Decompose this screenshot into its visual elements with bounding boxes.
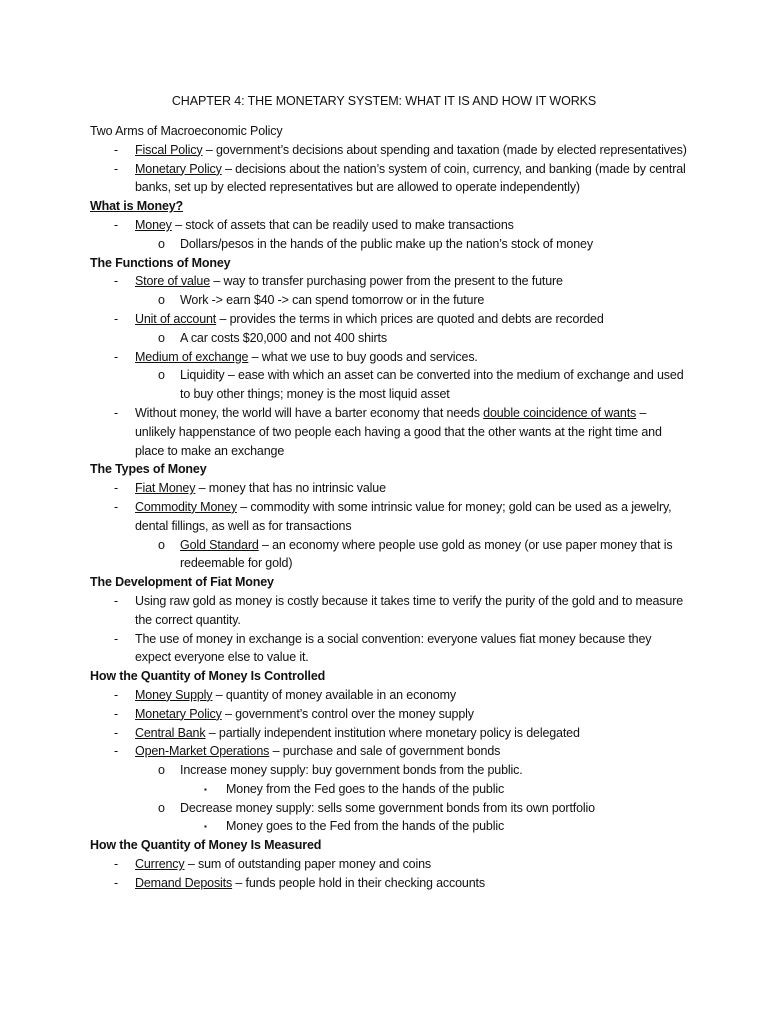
defined-term: Open-Market Operations (135, 744, 270, 759)
list-item (90, 705, 690, 724)
list-item (90, 310, 690, 329)
item-definition: – decisions about the nation’s system of coin, currency, and banking (made by central banks, set up by elected representatives but are allowed to operate independently) (135, 161, 686, 195)
item-definition: – an economy where people use gold as money (or use paper money that is redeemable for gold) (180, 537, 673, 571)
section-heading: How the Quantity of Money Is Controlled (90, 669, 326, 684)
dash-bullet: - (114, 274, 119, 289)
item-text: Liquidity – ease with which an asset can be converted into the medium of exchange and used to buy other things; money is the most liquid asset (180, 368, 684, 402)
dash-bullet: - (114, 161, 119, 176)
defined-term: Unit of account (135, 311, 217, 326)
dash-bullet: - (114, 311, 119, 326)
item-definition: – partially independent institution where monetary policy is delegated (205, 725, 580, 740)
defined-term: Central Bank (135, 725, 206, 740)
circle-bullet: o (158, 293, 165, 308)
item-definition: – unlikely happenstance of two people each having a good that the other wants at the right time and place to make an exchange (135, 405, 662, 458)
item-text: Dollars/pesos in the hands of the public make up the nation’s stock of money (180, 236, 593, 251)
section-heading: The Types of Money (90, 462, 207, 477)
item-text: Using raw gold as money is costly because it takes time to verify the purity of the gold and to measure the correct quantity. (135, 593, 684, 627)
item-text: Money goes to the Fed from the hands of the public (226, 819, 505, 834)
section-heading: The Functions of Money (90, 255, 231, 270)
list-item (90, 141, 690, 160)
defined-term: Fiat Money (135, 481, 196, 496)
circle-bullet: o (158, 537, 165, 552)
defined-term: Money (135, 217, 172, 232)
list-item (90, 686, 690, 705)
notes-body (90, 122, 690, 893)
section-heading: Two Arms of Macroeconomic Policy (90, 124, 283, 138)
item-definition: – government’s decisions about spending and taxation (made by elected representatives) (202, 142, 687, 157)
list-item (90, 291, 690, 310)
circle-bullet: o (158, 368, 165, 383)
dash-bullet: - (114, 142, 119, 157)
item-definition: – commodity with some intrinsic value for money; gold can be used as a jewelry, dental fillings, as well as for transactions (135, 499, 672, 533)
item-definition: – government’s control over the money supply (221, 706, 474, 721)
list-item (90, 799, 690, 818)
defined-term: Monetary Policy (135, 706, 222, 721)
list-item (90, 536, 690, 574)
dash-bullet: - (114, 481, 119, 496)
item-text: Without money, the world will have a barter economy that needs (135, 405, 484, 420)
list-item (90, 817, 690, 836)
list-item (90, 404, 690, 460)
dash-bullet: - (114, 405, 119, 420)
defined-term: Gold Standard (180, 537, 259, 552)
dash-bullet: - (114, 349, 119, 364)
dash-bullet: - (114, 744, 119, 759)
item-text: Increase money supply: buy government bonds from the public. (180, 763, 523, 778)
square-bullet: ▪ (204, 822, 207, 832)
item-definition: – sum of outstanding paper money and coins (184, 857, 432, 872)
list-item (90, 272, 690, 291)
list-item (90, 235, 690, 254)
list-item (90, 329, 690, 348)
dash-bullet: - (114, 706, 119, 721)
item-definition: – provides the terms in which prices are quoted and debts are recorded (216, 311, 604, 326)
list-item (90, 742, 690, 761)
list-item (90, 724, 690, 743)
section-heading: What is Money? (90, 199, 184, 214)
page-title: CHAPTER 4: THE MONETARY SYSTEM: WHAT IT IS AND HOW IT WORKS (171, 94, 597, 108)
defined-term: Monetary Policy (135, 161, 222, 176)
item-definition: – what we use to buy goods and services. (248, 349, 478, 364)
list-item (90, 761, 690, 780)
defined-term: double coincidence of wants (483, 405, 637, 420)
circle-bullet: o (158, 236, 165, 251)
item-definition: – purchase and sale of government bonds (269, 744, 501, 759)
circle-bullet: o (158, 763, 165, 778)
item-text: Money from the Fed goes to the hands of the public (226, 781, 505, 796)
list-item (90, 630, 690, 668)
square-bullet: ▪ (204, 784, 207, 794)
defined-term: Money Supply (135, 687, 213, 702)
defined-term: Medium of exchange (135, 349, 249, 364)
circle-bullet: o (158, 800, 165, 815)
dash-bullet: - (114, 725, 119, 740)
list-item (90, 498, 690, 536)
list-item (90, 160, 690, 198)
list-item (90, 348, 690, 367)
dash-bullet: - (114, 593, 119, 608)
list-item (90, 780, 690, 799)
list-item (90, 479, 690, 498)
defined-term: Store of value (135, 274, 211, 289)
item-definition: – quantity of money available in an economy (212, 687, 456, 702)
list-item (90, 216, 690, 235)
list-item (90, 366, 690, 404)
item-text: Work -> earn $40 -> can spend tomorrow or in the future (180, 293, 485, 308)
item-text: Decrease money supply: sells some government bonds from its own portfolio (180, 800, 595, 815)
dash-bullet: - (114, 499, 119, 514)
item-definition: – way to transfer purchasing power from the present to the future (210, 274, 563, 289)
defined-term: Commodity Money (135, 499, 237, 514)
dash-bullet: - (114, 857, 119, 872)
item-text: A car costs $20,000 and not 400 shirts (180, 330, 387, 345)
list-item (90, 855, 690, 874)
defined-term: Demand Deposits (135, 875, 233, 890)
defined-term: Fiscal Policy (135, 142, 203, 157)
list-item (90, 592, 690, 630)
item-definition: – money that has no intrinsic value (195, 481, 386, 496)
list-item (90, 874, 690, 893)
section-heading: How the Quantity of Money Is Measured (90, 838, 322, 853)
item-definition: – funds people hold in their checking accounts (232, 875, 485, 890)
dash-bullet: - (114, 631, 119, 646)
item-text: The use of money in exchange is a social convention: everyone values fiat money because they expect everyone else to value it. (135, 631, 652, 665)
defined-term: Currency (135, 857, 185, 872)
dash-bullet: - (114, 875, 119, 890)
circle-bullet: o (158, 330, 165, 345)
item-definition: – stock of assets that can be readily used to make transactions (171, 217, 514, 232)
section-heading: The Development of Fiat Money (90, 575, 274, 590)
dash-bullet: - (114, 217, 119, 232)
dash-bullet: - (114, 687, 119, 702)
